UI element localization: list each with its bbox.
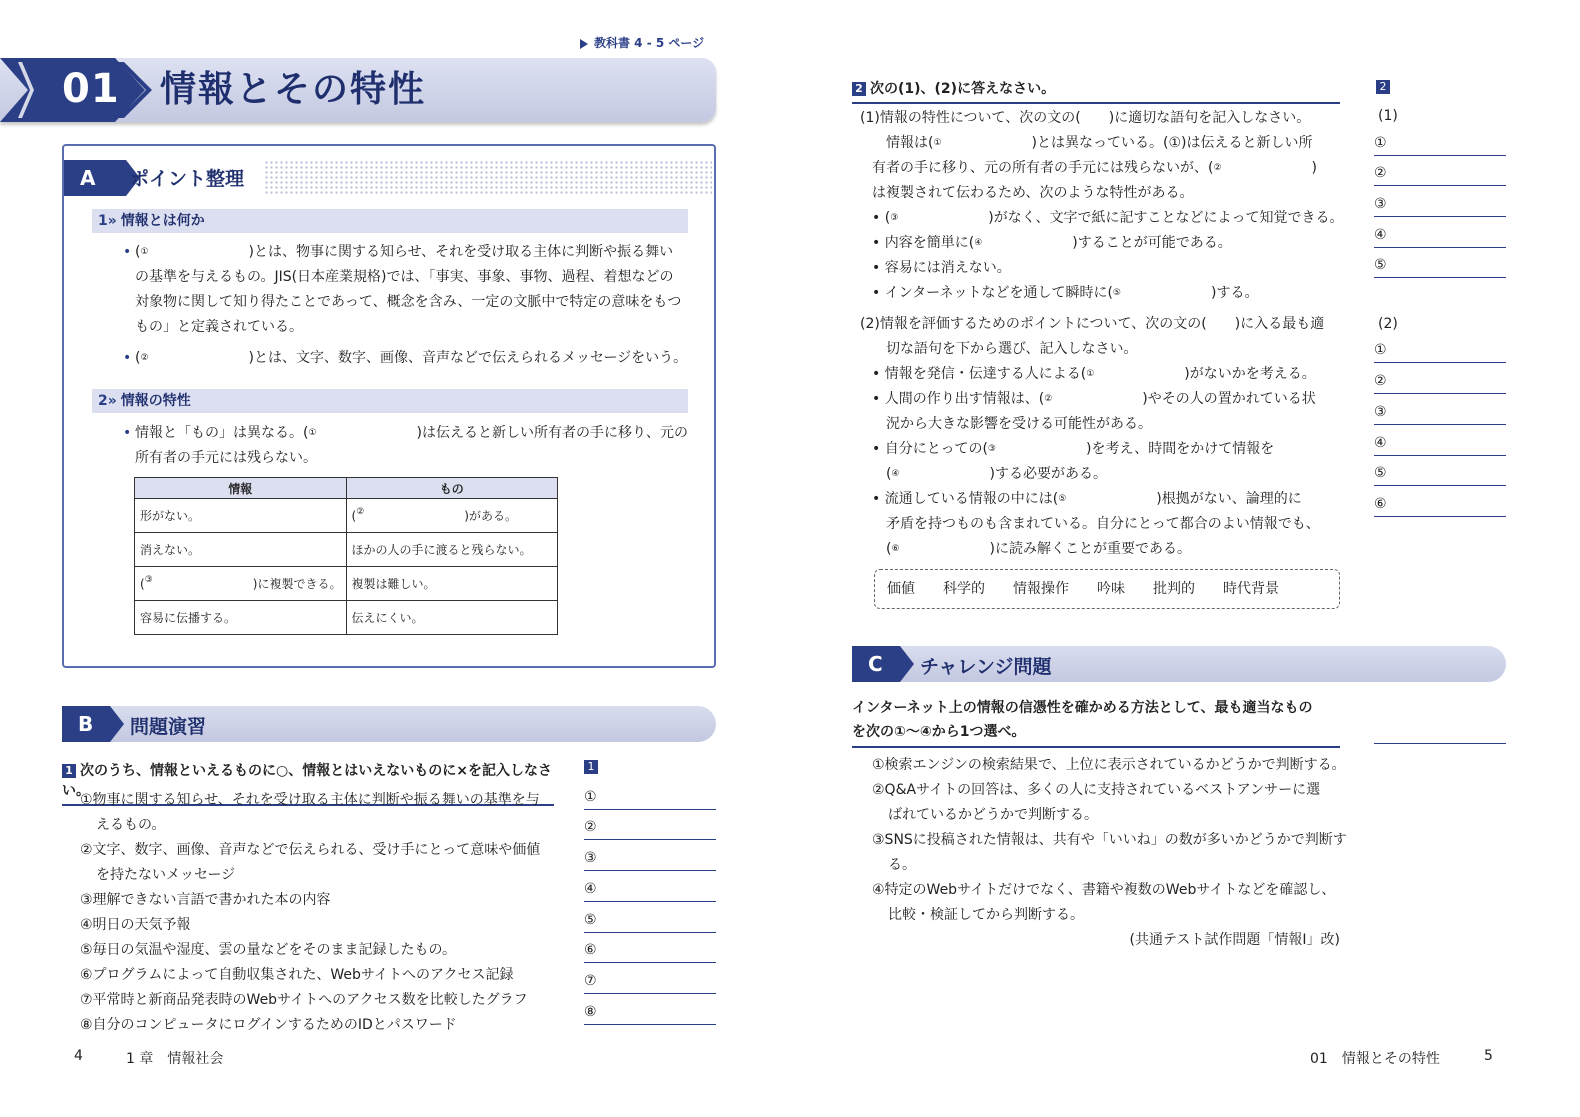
question-1-text: 次のうち、情報といえるものに○、情報とはいえないものに×を記入しなさい。 bbox=[62, 763, 552, 799]
table-cell: 消えない。 bbox=[135, 533, 347, 567]
answer-field-1[interactable]: ① bbox=[584, 788, 716, 810]
sub1-bullet-2 bbox=[123, 346, 695, 371]
list-item: ⑦平常時と新商品発表時のWebサイトへのアクセス数を比較したグラフ bbox=[80, 992, 528, 1008]
section-c-arrow-icon bbox=[900, 646, 914, 682]
choice-word: 価値 bbox=[887, 581, 915, 597]
text-line: (2)情報を評価するためのポイントについて、次の文の( )に入る最も適 bbox=[860, 316, 1325, 332]
sub2-bullet-1 bbox=[123, 421, 695, 471]
answer-2-2-field-2[interactable]: ② bbox=[1374, 372, 1506, 394]
text: )やその人の置かれている状 bbox=[1142, 391, 1316, 407]
text: ( bbox=[884, 210, 891, 226]
text: ) bbox=[1311, 160, 1318, 176]
text-line: の基準を与えるもの。JIS(日本産業規格)では、「事実、事象、事物、過程、着想などの bbox=[135, 269, 674, 285]
blank-marker: ② bbox=[356, 507, 365, 517]
text: )に読み解くことが重要である。 bbox=[989, 541, 1192, 557]
answer-field-4[interactable]: ④ bbox=[584, 880, 716, 902]
text: )とは異なっている。(①)は伝えると新しい所 bbox=[1031, 135, 1313, 151]
text: 有者の手に移り、元の所有者の手元には残らないが、( bbox=[872, 160, 1214, 176]
footer-chapter: 1 章 情報社会 bbox=[126, 1051, 224, 1067]
text-line: 況から大きな影響を受ける可能性がある。 bbox=[886, 416, 1152, 432]
text: 情報と「もの」は異なる。( bbox=[135, 425, 309, 441]
challenge-answer-field[interactable] bbox=[1374, 722, 1506, 744]
list-item: ⑧自分のコンピュータにログインするためのIDとパスワード bbox=[80, 1017, 457, 1033]
text-line: (1)情報の特性について、次の文の( )に適切な語句を記入しなさい。 bbox=[860, 110, 1311, 126]
section-c-title: チャレンジ問題 bbox=[920, 656, 1052, 678]
text-line: 所有者の手元には残らない。 bbox=[135, 450, 317, 466]
list-item: ⑥プログラムによって自動収集された、Webサイトへのアクセス記録 bbox=[80, 967, 514, 983]
answer-2-2-field-3[interactable]: ③ bbox=[1374, 403, 1506, 425]
section-b-tag: B bbox=[62, 706, 110, 742]
triangle-icon bbox=[580, 39, 588, 49]
subsection-1-number: 1» bbox=[98, 213, 117, 229]
blank-marker: ③ bbox=[144, 575, 153, 585]
text: 容易には消えない。 bbox=[884, 260, 1011, 276]
table-row bbox=[135, 601, 558, 635]
text-line: 切な語句を下から選び、記入しなさい。 bbox=[886, 341, 1138, 357]
question-1-badge: 1 bbox=[62, 764, 76, 778]
bullet-icon: • bbox=[872, 235, 885, 251]
paren: ( bbox=[135, 244, 141, 260]
answer-2-badge: 2 bbox=[1376, 80, 1390, 94]
answer-2-1-field-5[interactable]: ⑤ bbox=[1374, 256, 1506, 278]
dot-pattern bbox=[264, 160, 712, 196]
bullet-icon: • bbox=[123, 350, 132, 366]
text: ( bbox=[886, 466, 892, 482]
answer-2-1-field-4[interactable]: ④ bbox=[1374, 226, 1506, 248]
text-line: は複製されて伝わるため、次のような特性がある。 bbox=[872, 185, 1194, 201]
text: )根拠がない、論理的に bbox=[1156, 491, 1302, 507]
answer-field-2[interactable]: ② bbox=[584, 818, 716, 840]
challenge-options bbox=[872, 753, 1350, 928]
text: 人間の作り出す情報は、( bbox=[884, 391, 1045, 407]
paren: ( bbox=[140, 577, 145, 591]
list-item: ④明日の天気予報 bbox=[80, 917, 191, 933]
bullet-icon: • bbox=[872, 210, 885, 226]
list-item: ②Q&Aサイトの回答は、多くの人に支持されているベストアンサーに選 bbox=[872, 782, 1321, 798]
sub1-bullet-1 bbox=[123, 240, 695, 340]
text: )がある。 bbox=[464, 509, 517, 523]
bullet-icon: • bbox=[123, 244, 132, 260]
answer-2-2-field-4[interactable]: ④ bbox=[1374, 434, 1506, 456]
subsection-2-heading bbox=[92, 389, 688, 413]
text: )がなく、文字で紙に記すことなどによって知覚できる。 bbox=[988, 210, 1344, 226]
word-choices-box bbox=[874, 569, 1340, 609]
list-item: ④特定のWebサイトだけでなく、書籍や複数のWebサイトなどを確認し、 bbox=[872, 882, 1336, 898]
answer-2-2-field-6[interactable]: ⑥ bbox=[1374, 495, 1506, 517]
bullet-icon: • bbox=[872, 491, 885, 507]
text: 情報を発信・伝達する人による( bbox=[884, 366, 1087, 382]
text: 内容を簡単に( bbox=[884, 235, 975, 251]
list-item: えるもの。 bbox=[96, 817, 166, 833]
textbook-reference bbox=[580, 34, 704, 51]
answer-2-2-field-1[interactable]: ① bbox=[1374, 341, 1506, 363]
question-2-badge: 2 bbox=[852, 82, 866, 96]
footer-page-number-right: 5 bbox=[1484, 1048, 1493, 1064]
table-row bbox=[135, 533, 558, 567]
list-item: ばれているかどうかで判断する。 bbox=[888, 807, 1098, 823]
blank-marker: ③ bbox=[890, 213, 899, 223]
bullet-icon: • bbox=[872, 260, 885, 276]
subsection-2-number: 2» bbox=[98, 393, 117, 409]
page-title: 情報とその特性 bbox=[160, 68, 427, 110]
paren: ( bbox=[351, 509, 357, 523]
text: インターネットなどを通して瞬時に( bbox=[884, 285, 1113, 301]
list-item: る。 bbox=[888, 857, 916, 873]
question-1-items bbox=[80, 788, 560, 1038]
choice-word: 情報操作 bbox=[1013, 581, 1069, 597]
blank-marker: ① bbox=[308, 428, 317, 438]
table-row bbox=[135, 499, 558, 533]
table-cell: 伝えにくい。 bbox=[346, 601, 558, 635]
footer-chapter-right: 01 情報とその特性 bbox=[1310, 1051, 1440, 1067]
text: )がないかを考える。 bbox=[1184, 366, 1316, 382]
answer-2-part-2-label: (2) bbox=[1378, 316, 1398, 332]
bullet-icon: • bbox=[872, 285, 885, 301]
footer-page-number: 4 bbox=[74, 1048, 83, 1064]
blank-marker: ③ bbox=[987, 444, 996, 454]
table-header: もの bbox=[346, 478, 558, 499]
answer-2-1-field-1[interactable]: ① bbox=[1374, 134, 1506, 156]
text: 流通している情報の中には( bbox=[884, 491, 1059, 507]
answer-1-badge: 1 bbox=[584, 760, 598, 774]
table-cell: 複製は難しい。 bbox=[346, 567, 558, 601]
text: )する必要がある。 bbox=[989, 466, 1108, 482]
subsection-2-title: 情報の特性 bbox=[120, 393, 191, 409]
list-item: 比較・検証してから判断する。 bbox=[888, 907, 1084, 923]
blank-marker: ⑤ bbox=[1112, 288, 1121, 298]
list-item: ①検索エンジンの検索結果で、上位に表示されているかどうかで判断する。 bbox=[872, 757, 1346, 773]
blank-marker: ④ bbox=[974, 238, 983, 248]
text-line: 対象物に関して知り得たことであって、概念を含み、一定の文脈中で特定の意味をもつ bbox=[135, 294, 682, 310]
answer-field-7[interactable]: ⑦ bbox=[584, 972, 716, 994]
text-line: もの」と定義されている。 bbox=[135, 319, 303, 335]
textbook-reference-text: 教科書 4 - 5 ページ bbox=[594, 36, 705, 50]
table-cell: 容易に伝播する。 bbox=[135, 601, 347, 635]
section-a-title: ポイント整理 bbox=[130, 168, 245, 190]
blank-marker: ② bbox=[140, 353, 149, 363]
subsection-1-title: 情報とは何か bbox=[120, 213, 205, 229]
chapter-number: 01 bbox=[62, 66, 120, 112]
challenge-question bbox=[852, 696, 1340, 748]
answer-field-5[interactable]: ⑤ bbox=[584, 911, 716, 933]
choice-word: 批判的 bbox=[1153, 581, 1195, 597]
answer-2-part-1-label: (1) bbox=[1378, 108, 1398, 124]
table-cell bbox=[346, 499, 558, 533]
text-line: インターネット上の情報の信憑性を確かめる方法として、最も適当なもの bbox=[852, 700, 1313, 716]
source-note: (共通テスト試作問題「情報Ⅰ」改) bbox=[1129, 932, 1340, 948]
table-cell: 形がない。 bbox=[135, 499, 347, 533]
list-item: ③SNSに投稿された情報は、共有や「いいね」の数が多いかどうかで判断す bbox=[872, 832, 1347, 848]
list-item: ③理解できない言語で書かれた本の内容 bbox=[80, 892, 331, 908]
list-item: ①物事に関する知らせ、それを受け取る主体に判断や振る舞いの基準を与 bbox=[80, 792, 540, 808]
section-c-tag: C bbox=[852, 646, 900, 682]
answer-field-8[interactable]: ⑧ bbox=[584, 1003, 716, 1025]
text: )に複製できる。 bbox=[252, 577, 342, 591]
blank-marker: ② bbox=[1213, 163, 1222, 173]
answer-field-6[interactable]: ⑥ bbox=[584, 941, 716, 963]
section-b-arrow-icon bbox=[110, 706, 124, 742]
text-line: 矛盾を持つものも含まれている。自分にとって都合のよい情報でも、 bbox=[886, 516, 1320, 532]
table-header: 情報 bbox=[135, 478, 347, 499]
text: )とは、文字、数字、画像、音声などで伝えられるメッセージをいう。 bbox=[248, 350, 688, 366]
choice-word: 時代背景 bbox=[1223, 581, 1279, 597]
text: )することが可能である。 bbox=[1072, 235, 1232, 251]
text: )を考え、時間をかけて情報を bbox=[1085, 441, 1275, 457]
paren: ( bbox=[135, 350, 141, 366]
table-row bbox=[135, 567, 558, 601]
text: )とは、物事に関する知らせ、それを受け取る主体に判断や振る舞い bbox=[248, 244, 674, 260]
table-header-row bbox=[135, 478, 558, 499]
subsection-1-heading bbox=[92, 209, 688, 233]
comparison-table bbox=[134, 477, 558, 635]
answer-field-3[interactable]: ③ bbox=[584, 849, 716, 871]
question-2-heading bbox=[852, 78, 1340, 104]
blank-marker: ⑥ bbox=[891, 544, 900, 554]
blank-marker: ① bbox=[933, 138, 942, 148]
blank-marker: ② bbox=[1044, 394, 1053, 404]
table-cell: ほかの人の手に渡ると残らない。 bbox=[346, 533, 558, 567]
question-2-text: 次の(1)、(2)に答えなさい。 bbox=[870, 81, 1056, 97]
choice-word: 吟味 bbox=[1097, 581, 1125, 597]
text: ( bbox=[886, 541, 892, 557]
bullet-icon: • bbox=[872, 391, 885, 407]
answer-2-1-field-3[interactable]: ③ bbox=[1374, 195, 1506, 217]
blank-marker: ① bbox=[1086, 369, 1095, 379]
text: )する。 bbox=[1211, 285, 1259, 301]
text: )は伝えると新しい所有者の手に移り、元の bbox=[416, 425, 689, 441]
blank-marker: ① bbox=[140, 247, 149, 257]
text-line: を次の①～④から1つ選べ。 bbox=[852, 724, 1026, 740]
bullet-icon: • bbox=[872, 441, 885, 457]
text: 情報は( bbox=[886, 135, 934, 151]
bullet-icon: • bbox=[123, 425, 132, 441]
answer-2-2-field-5[interactable]: ⑤ bbox=[1374, 464, 1506, 486]
blank-marker: ⑤ bbox=[1058, 494, 1067, 504]
blank-marker: ④ bbox=[891, 469, 900, 479]
answer-2-1-field-2[interactable]: ② bbox=[1374, 164, 1506, 186]
choice-word: 科学的 bbox=[943, 581, 985, 597]
question-2-part-1 bbox=[860, 106, 1350, 306]
text: 自分にとっての( bbox=[884, 441, 988, 457]
section-b-title: 問題演習 bbox=[130, 716, 207, 738]
list-item: ②文字、数字、画像、音声などで伝えられる、受け手にとって意味や価値 bbox=[80, 842, 541, 858]
list-item: ⑤毎日の気温や湿度、雲の量などをそのまま記録したもの。 bbox=[80, 942, 456, 958]
list-item: を持たないメッセージ bbox=[96, 867, 236, 883]
section-a-tag: A bbox=[64, 160, 126, 196]
question-2-part-2 bbox=[860, 312, 1350, 562]
table-cell bbox=[135, 567, 347, 601]
bullet-icon: • bbox=[872, 366, 885, 382]
